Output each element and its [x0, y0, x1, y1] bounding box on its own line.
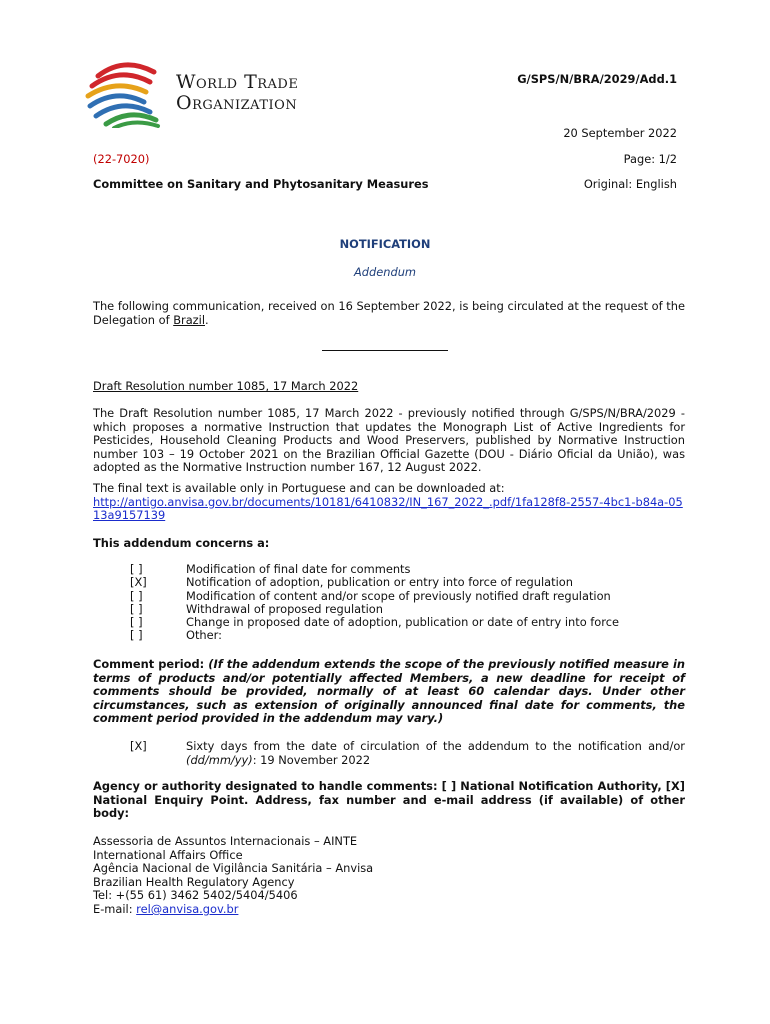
checkbox: [X]	[130, 575, 147, 590]
checkbox-label: Withdrawal of proposed regulation	[186, 601, 383, 616]
list-item	[130, 616, 685, 629]
checkbox-label: Other:	[186, 628, 222, 643]
comment-period-option-text	[186, 740, 685, 767]
comment-period-note: (If the addendum extends the scope of the previously notified measure in terms of products and/or potentially affected Members, a new deadline for receipt of comments should be provided, normally of at least 60 calendar days. Under other circumstances, such as extension of originally announced final date for comments, the comment period provided in the addendum may vary.)	[93, 657, 685, 726]
intro-text: The following communication, received on 16 September 2022, is being circulated at the request of the Delegation of	[93, 299, 685, 327]
document-symbol: G/SPS/N/BRA/2029/Add.1	[517, 72, 677, 86]
document-date: 20 September 2022	[563, 126, 677, 140]
document-number: (22-7020)	[93, 152, 150, 166]
logo-line-2: Organization	[176, 92, 298, 114]
draft-resolution-title: Draft Resolution number 1085, 17 March 2022	[93, 379, 359, 393]
logo-line-1: World Trade	[176, 71, 299, 93]
checkbox: [ ]	[130, 628, 143, 643]
checkbox: [X]	[130, 739, 147, 753]
final-text-link[interactable]: http://antigo.anvisa.gov.br/documents/10181/6410832/IN_167_2022_.pdf/1fa128f8-2557-4bc1-b84a-0513a9157139	[93, 494, 683, 523]
checkbox: [ ]	[130, 562, 143, 576]
list-item	[130, 563, 685, 576]
description-paragraph: The Draft Resolution number 1085, 17 March 2022 - previously notified through G/SPS/N/BRA/2029 - which proposes a normative Instruction that updates the Monograph List of Active Ingredients for Pesticides, Household Cleaning Products and Wood Preservers, published by Normative Instruction number 103 – 19 October 2021 on the Brazilian Official Gazette (DOU - Diário Oficial da União), was adopted as the Normative Instruction number 167, 12 August 2022.	[93, 406, 685, 475]
agency-address	[93, 835, 685, 917]
notification-title: NOTIFICATION	[339, 237, 431, 251]
option-date: : 19 November 2022	[252, 752, 371, 767]
concerns-checklist	[130, 563, 685, 643]
checkbox-label: Modification of content and/or scope of previously notified draft regulation	[186, 588, 611, 603]
address-line: International Affairs Office	[93, 847, 243, 862]
comment-period-option	[130, 740, 685, 767]
intro-paragraph	[93, 300, 685, 327]
final-text-paragraph	[93, 482, 685, 523]
list-item	[130, 603, 685, 616]
comment-period-paragraph	[93, 658, 685, 726]
address-line: Agência Nacional de Vigilância Sanitária – Anvisa	[93, 861, 374, 876]
final-text-intro: The final text is available only in Portuguese and can be downloaded at:	[93, 481, 505, 495]
intro-country: Brazil	[173, 312, 205, 327]
address-line: Tel: +(55 61) 3462 5402/5404/5406	[93, 888, 298, 903]
list-item	[130, 629, 685, 642]
option-text: Sixty days from the date of circulation of the addendum to the notification and/or	[186, 739, 685, 753]
list-item	[130, 590, 685, 603]
comment-period-label: Comment period:	[93, 657, 209, 671]
wto-logo-mark-icon	[84, 58, 170, 128]
checkbox-label: Change in proposed date of adoption, publication or date of entry into force	[186, 615, 619, 630]
checkbox: [ ]	[130, 601, 143, 616]
separator-rule	[322, 350, 448, 351]
concerns-heading: This addendum concerns a:	[93, 536, 270, 550]
address-line: Assessoria de Assuntos Internacionais – AINTE	[93, 834, 358, 848]
agency-heading: Agency or authority designated to handle comments: [ ] National Notification Authority, [X] National Enquiry Point. Address, fax number and e-mail address (if available) of other body:	[93, 779, 685, 821]
intro-end: .	[205, 312, 209, 327]
option-date-format: (dd/mm/yy)	[186, 752, 253, 767]
list-item	[130, 576, 685, 589]
address-line: Brazilian Health Regulatory Agency	[93, 874, 295, 889]
checkbox-label: Notification of adoption, publication or entry into force of regulation	[186, 575, 573, 590]
email-line	[93, 903, 685, 917]
notification-subtitle: Addendum	[353, 265, 417, 279]
checkbox: [ ]	[130, 615, 143, 630]
checkbox-label: Modification of final date for comments	[186, 562, 411, 576]
checkbox: [ ]	[130, 588, 143, 603]
email-link[interactable]: rel@anvisa.gov.br	[136, 901, 239, 916]
original-language: Original: English	[583, 177, 677, 191]
wto-logo-text	[176, 72, 298, 114]
email-label: E-mail:	[93, 901, 137, 916]
committee-name: Committee on Sanitary and Phytosanitary Measures	[93, 177, 429, 191]
page-indicator: Page: 1/2	[623, 152, 677, 166]
wto-logo	[84, 58, 334, 128]
